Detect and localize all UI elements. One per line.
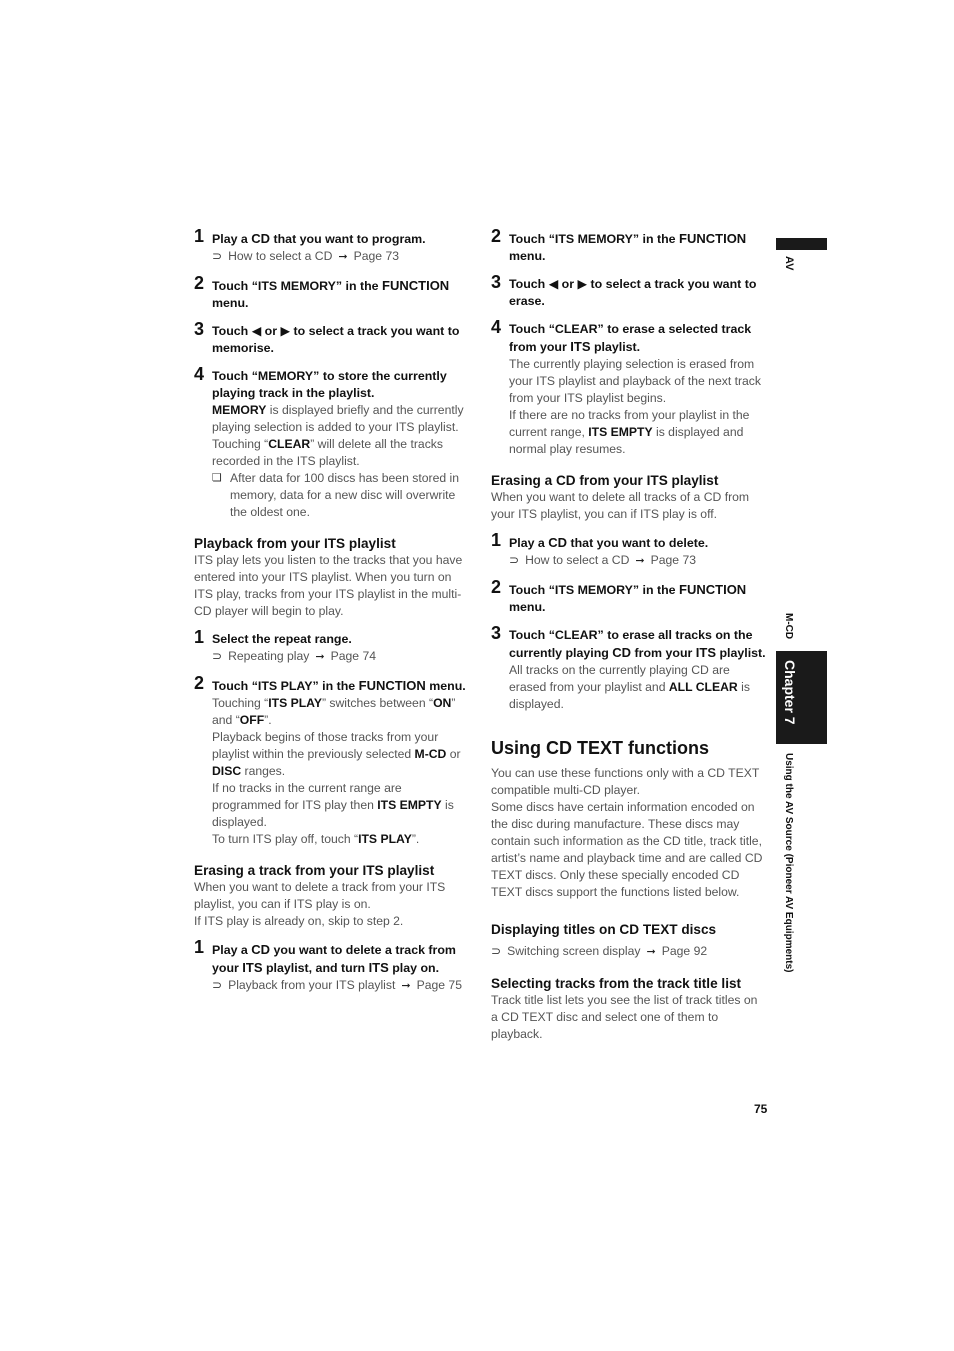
section-body: If ITS play is already on, skip to step 2. <box>194 914 404 928</box>
step-number: 1 <box>194 627 205 647</box>
step-title: Touch “CLEAR” to erase all tracks on the currently playing CD from your ITS playlist. <box>509 628 766 660</box>
step-title: Touch “CLEAR” to erase a selected track from your ITS playlist. <box>509 322 752 354</box>
right-column <box>491 226 766 1043</box>
step-2-its-memory-erase <box>491 226 766 265</box>
step-body: If no tracks in the current range are programmed for ITS play then ITS EMPTY is displayed. <box>212 781 454 829</box>
arrow-return-icon: ⊃ <box>212 249 223 263</box>
section-heading-erase-track: Erasing a track from your ITS playlist <box>194 863 435 878</box>
section-body: You can use these functions only with a CD TEXT compatible multi-CD player. <box>491 766 760 797</box>
step-title: Select the repeat range. <box>212 632 352 646</box>
arrow-return-icon: ⊃ <box>491 944 502 958</box>
section-heading-select-tracks: Selecting tracks from the track title list <box>491 976 742 991</box>
step-number: 3 <box>491 623 502 643</box>
side-label-mcd: M-CD <box>783 613 794 640</box>
page-reference[interactable]: ⊃ How to select a CD ➞ Page 73 <box>212 248 470 266</box>
page-number: 75 <box>754 1102 768 1116</box>
step-body: To turn ITS play off, touch “ITS PLAY”. <box>212 832 420 846</box>
right-arrow-icon: ➞ <box>646 946 656 958</box>
checkbox-icon: ❏ <box>212 472 222 484</box>
arrow-return-icon: ⊃ <box>212 978 223 992</box>
arrow-return-icon: ⊃ <box>212 649 223 663</box>
step-title: Play a CD that you want to delete. <box>509 535 709 550</box>
section-body: Some discs have certain information encoded on the disc during manufacture. These discs may contain such information as the CD title, track title, artist’s name and playback time and are called CD TEXT discs. Only these specially encoded CD TEXT discs support the functions listed below. <box>491 800 763 899</box>
step-number: 1 <box>194 226 205 246</box>
step-title: Touch “MEMORY” to store the currently playing track in the playlist. <box>212 369 447 400</box>
step-number: 2 <box>491 226 502 246</box>
right-arrow-icon: ➞ <box>635 555 645 567</box>
side-label-section: Using the AV Source (Pioneer AV Equipments) <box>783 753 794 973</box>
step-title: Play a CD that you want to program. <box>212 231 426 246</box>
page-reference[interactable]: ⊃ Playback from your ITS playlist ➞ Page 75 <box>212 977 470 995</box>
section-tab-bar <box>776 238 827 250</box>
note: ❏ After data for 100 discs has been stored in memory, data for a new disc will overwrite the oldest one. <box>212 471 459 519</box>
step-3-select-erase <box>491 272 766 310</box>
step-1-delete-track <box>194 937 470 995</box>
step-title: Touch “ITS MEMORY” in the FUNCTION menu. <box>509 231 747 263</box>
step-3-select-track <box>194 319 470 357</box>
section-body: Track title list lets you see the list of track titles on a CD TEXT disc and select one of them to playback. <box>491 993 758 1041</box>
step-1-repeat-range <box>194 627 470 666</box>
step-1-play-cd-delete <box>491 530 766 570</box>
section-heading-playback: Playback from your ITS playlist <box>194 536 396 551</box>
step-body: The currently playing selection is erased from your ITS playlist and playback of the next track from your ITS playlist begins. <box>509 357 761 405</box>
step-number: 1 <box>194 937 205 957</box>
arrow-return-icon: ⊃ <box>509 553 520 567</box>
step-title: Touch “ITS MEMORY” in the FUNCTION menu. <box>509 582 747 614</box>
page-reference[interactable]: ⊃ How to select a CD ➞ Page 73 <box>509 552 766 570</box>
section-body: When you want to delete all tracks of a CD from your ITS playlist, you can if ITS play is off. <box>491 490 750 521</box>
right-arrow-icon: ➞ <box>315 651 325 663</box>
step-number: 4 <box>491 317 502 337</box>
step-2-its-memory <box>194 273 470 312</box>
step-2-its-memory-cd <box>491 577 766 616</box>
step-title: Touch ◀ or ▶ to select a track you want to memorise. <box>212 324 460 355</box>
step-title: Play a CD you want to delete a track from your ITS playlist, and turn ITS play on. <box>212 942 456 975</box>
step-title: Touch ◀ or ▶ to select a track you want to erase. <box>509 277 757 308</box>
step-body: Playback begins of those tracks from your playlist within the previously selected M-CD or DISC ranges. <box>212 730 461 778</box>
step-number: 3 <box>194 319 205 339</box>
right-arrow-icon: ➞ <box>338 251 348 263</box>
section-heading-cd-text: Using CD TEXT functions <box>491 738 710 758</box>
step-number: 3 <box>491 272 502 292</box>
step-number: 2 <box>491 577 502 597</box>
step-1-program <box>194 226 470 266</box>
step-number: 2 <box>194 273 205 293</box>
section-heading-erase-cd: Erasing a CD from your ITS playlist <box>491 473 719 488</box>
step-number: 4 <box>194 364 205 384</box>
step-title: Touch “ITS PLAY” in the FUNCTION menu. <box>212 678 466 693</box>
chapter-label: Chapter 7 <box>782 660 798 725</box>
right-arrow-icon: ➞ <box>401 980 411 992</box>
step-2-its-play <box>194 673 470 848</box>
step-body: MEMORY is displayed briefly and the currently playing selection is added to your ITS playlist. <box>212 403 464 434</box>
step-number: 2 <box>194 673 205 693</box>
page-reference[interactable]: ⊃ Switching screen display ➞ Page 92 <box>491 943 766 961</box>
step-body: If there are no tracks from your playlist in the current range, ITS EMPTY is displayed and normal play resumes. <box>509 408 750 456</box>
step-4-clear <box>491 317 766 458</box>
step-3-clear-all <box>491 623 766 713</box>
section-heading-display-titles: Displaying titles on CD TEXT discs <box>491 922 717 937</box>
step-title: Touch “ITS MEMORY” in the FUNCTION menu. <box>212 278 450 310</box>
side-label-av: AV <box>783 256 795 271</box>
step-4-memory <box>194 364 470 521</box>
section-body: When you want to delete a track from your ITS playlist, you can if ITS play is on. <box>194 880 446 911</box>
section-body: ITS play lets you listen to the tracks that you have entered into your ITS playlist. When you turn on ITS play, tracks from your ITS playlist in the multi-CD player will begin to play. <box>194 553 463 618</box>
step-body: Touching “ITS PLAY” switches between “ON” and “OFF”. <box>212 696 456 727</box>
step-body: Touching “CLEAR” will delete all the tracks recorded in the ITS playlist. <box>212 437 443 468</box>
left-column <box>194 226 470 1006</box>
page-reference[interactable]: ⊃ Repeating play ➞ Page 74 <box>212 648 470 666</box>
step-body: All tracks on the currently playing CD are erased from your playlist and ALL CLEAR is displayed. <box>509 663 750 711</box>
step-number: 1 <box>491 530 502 550</box>
